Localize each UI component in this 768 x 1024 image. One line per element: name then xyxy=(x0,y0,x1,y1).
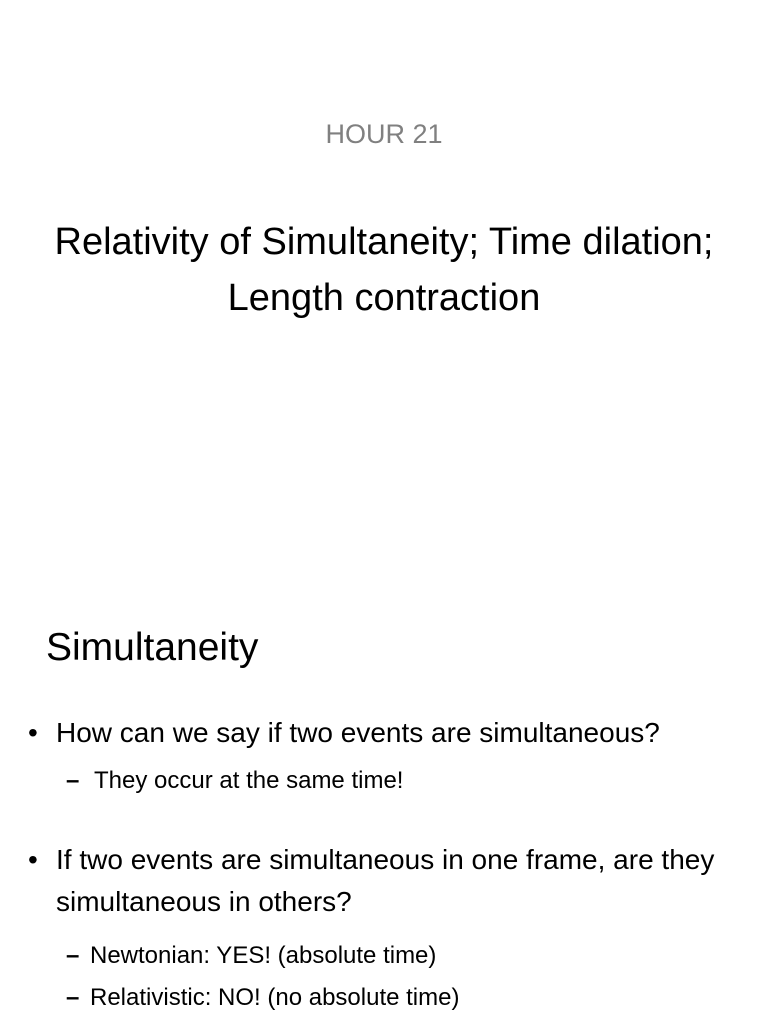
dash-icon: – xyxy=(66,942,80,969)
slide-title: Relativity of Simultaneity; Time dilation; Length contraction xyxy=(54,221,714,319)
bullet-item xyxy=(28,839,748,923)
section-heading: Simultaneity xyxy=(46,626,259,669)
dash-icon: – xyxy=(66,767,80,794)
sub-bullet-text: Newtonian: YES! (absolute time) xyxy=(90,942,437,969)
simultaneity-slide xyxy=(0,576,768,1024)
sub-bullet-item xyxy=(66,938,746,974)
bullet-text: If two events are simultaneous in one frame, are they simultaneous in others? xyxy=(56,844,715,917)
sub-bullet-text: Relativistic: NO! (no absolute time) xyxy=(90,984,460,1011)
sub-bullet-item xyxy=(66,763,746,799)
bullet-text: How can we say if two events are simultaneous? xyxy=(56,717,660,748)
sub-bullet-text: They occur at the same time! xyxy=(94,767,404,794)
sub-bullet-item xyxy=(66,980,746,1016)
bullet-icon: • xyxy=(28,844,38,875)
dash-icon: – xyxy=(66,984,80,1011)
bullet-item xyxy=(28,712,748,754)
hour-subtitle: HOUR 21 xyxy=(325,119,443,149)
bullet-icon: • xyxy=(28,717,38,748)
